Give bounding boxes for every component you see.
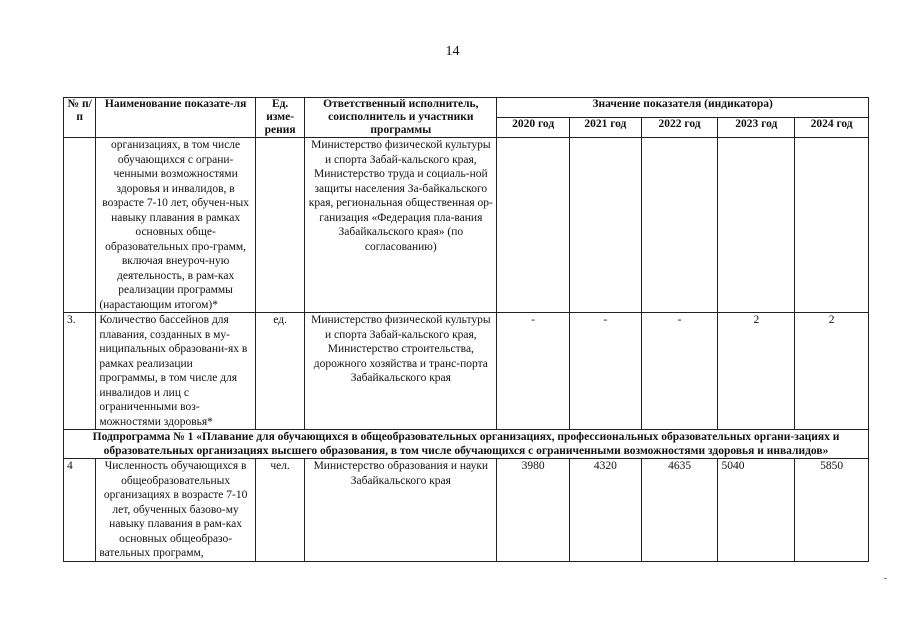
row-indicator-name: Количество бассейнов для плавания, созданных в му-ниципальных образовани-ях в рамках реализации программы, в том числе для инвалидов и лиц с ограниченными воз-можностями здоровья* [96,313,256,430]
header-year: 2020 год [497,118,570,138]
header-name: Наименование показате-ля [96,98,256,138]
header-value-group: Значение показателя (индикатора) [497,98,869,118]
table-row [64,313,869,430]
scan-mark [884,578,887,579]
row-num [64,138,96,313]
subprogram-row [64,430,869,459]
row-value: 5040 [718,459,795,562]
row-value: - [641,313,718,430]
row-value: 2 [718,313,795,430]
row-num: 3. [64,313,96,430]
row-value [718,138,795,313]
row-indicator-name: организациях, в том числе обучающихся с ограни-ченными возможностями здоровья и инвалидов, в возрасте 7-10 лет, обучен-ных навыку плавания в рамках основных обще-образовательных про-грамм, включая внеуроч-ную деятельность, в рам-ках реализации программы (нарастающим итогом)* [96,138,256,313]
header-year: 2021 год [570,118,642,138]
row-value: 5850 [795,459,869,562]
row-value [570,138,642,313]
row-value: - [497,313,570,430]
table-row [64,138,869,313]
row-responsible: Министерство физической культуры и спорта Забай-кальского края, Министерство труда и социаль-ной защиты населения За-байкальского края, региональная общественная ор-ганизация «Федерация пла-вания Забайкальского края» (по согласованию) [305,138,497,313]
header-num: № п/п [64,98,96,138]
row-value: 2 [795,313,869,430]
row-value [795,138,869,313]
row-unit: чел. [255,459,304,562]
table-row [64,459,869,562]
row-unit: ед. [255,313,304,430]
header-year: 2023 год [718,118,795,138]
row-value: 4320 [570,459,642,562]
row-indicator-name: Численность обучающихся в общеобразовательных организациях в возрасте 7-10 лет, обученных базово-му навыку плавания в рам-ках основных общеобразо-вательных программ, [96,459,256,562]
page-number: 14 [445,44,460,59]
row-value: 3980 [497,459,570,562]
row-value [497,138,570,313]
subprogram-heading: Подпрограмма № 1 «Плавание для обучающихся в общеобразовательных организациях, профессиональных образовательных органи-зациях и образовательных организациях высшего образования, в том числе обучающихся с ограниченными возможностями здоровья и инвалидов» [64,430,869,459]
row-num: 4 [64,459,96,562]
header-year: 2024 год [795,118,869,138]
indicators-table [63,97,869,562]
row-responsible: Министерство образования и науки Забайкальского края [305,459,497,562]
header-year: 2022 год [641,118,718,138]
header-responsible: Ответственный исполнитель, соисполнитель и участники программы [305,98,497,138]
row-value: - [570,313,642,430]
row-value: 4635 [641,459,718,562]
header-row [64,98,869,118]
row-responsible: Министерство физической культуры и спорта Забай-кальского края, Министерство строительства, дорожного хозяйства и транс-порта Забайкальского края [305,313,497,430]
header-unit: Ед. изме-рения [255,98,304,138]
row-value [641,138,718,313]
row-unit [255,138,304,313]
